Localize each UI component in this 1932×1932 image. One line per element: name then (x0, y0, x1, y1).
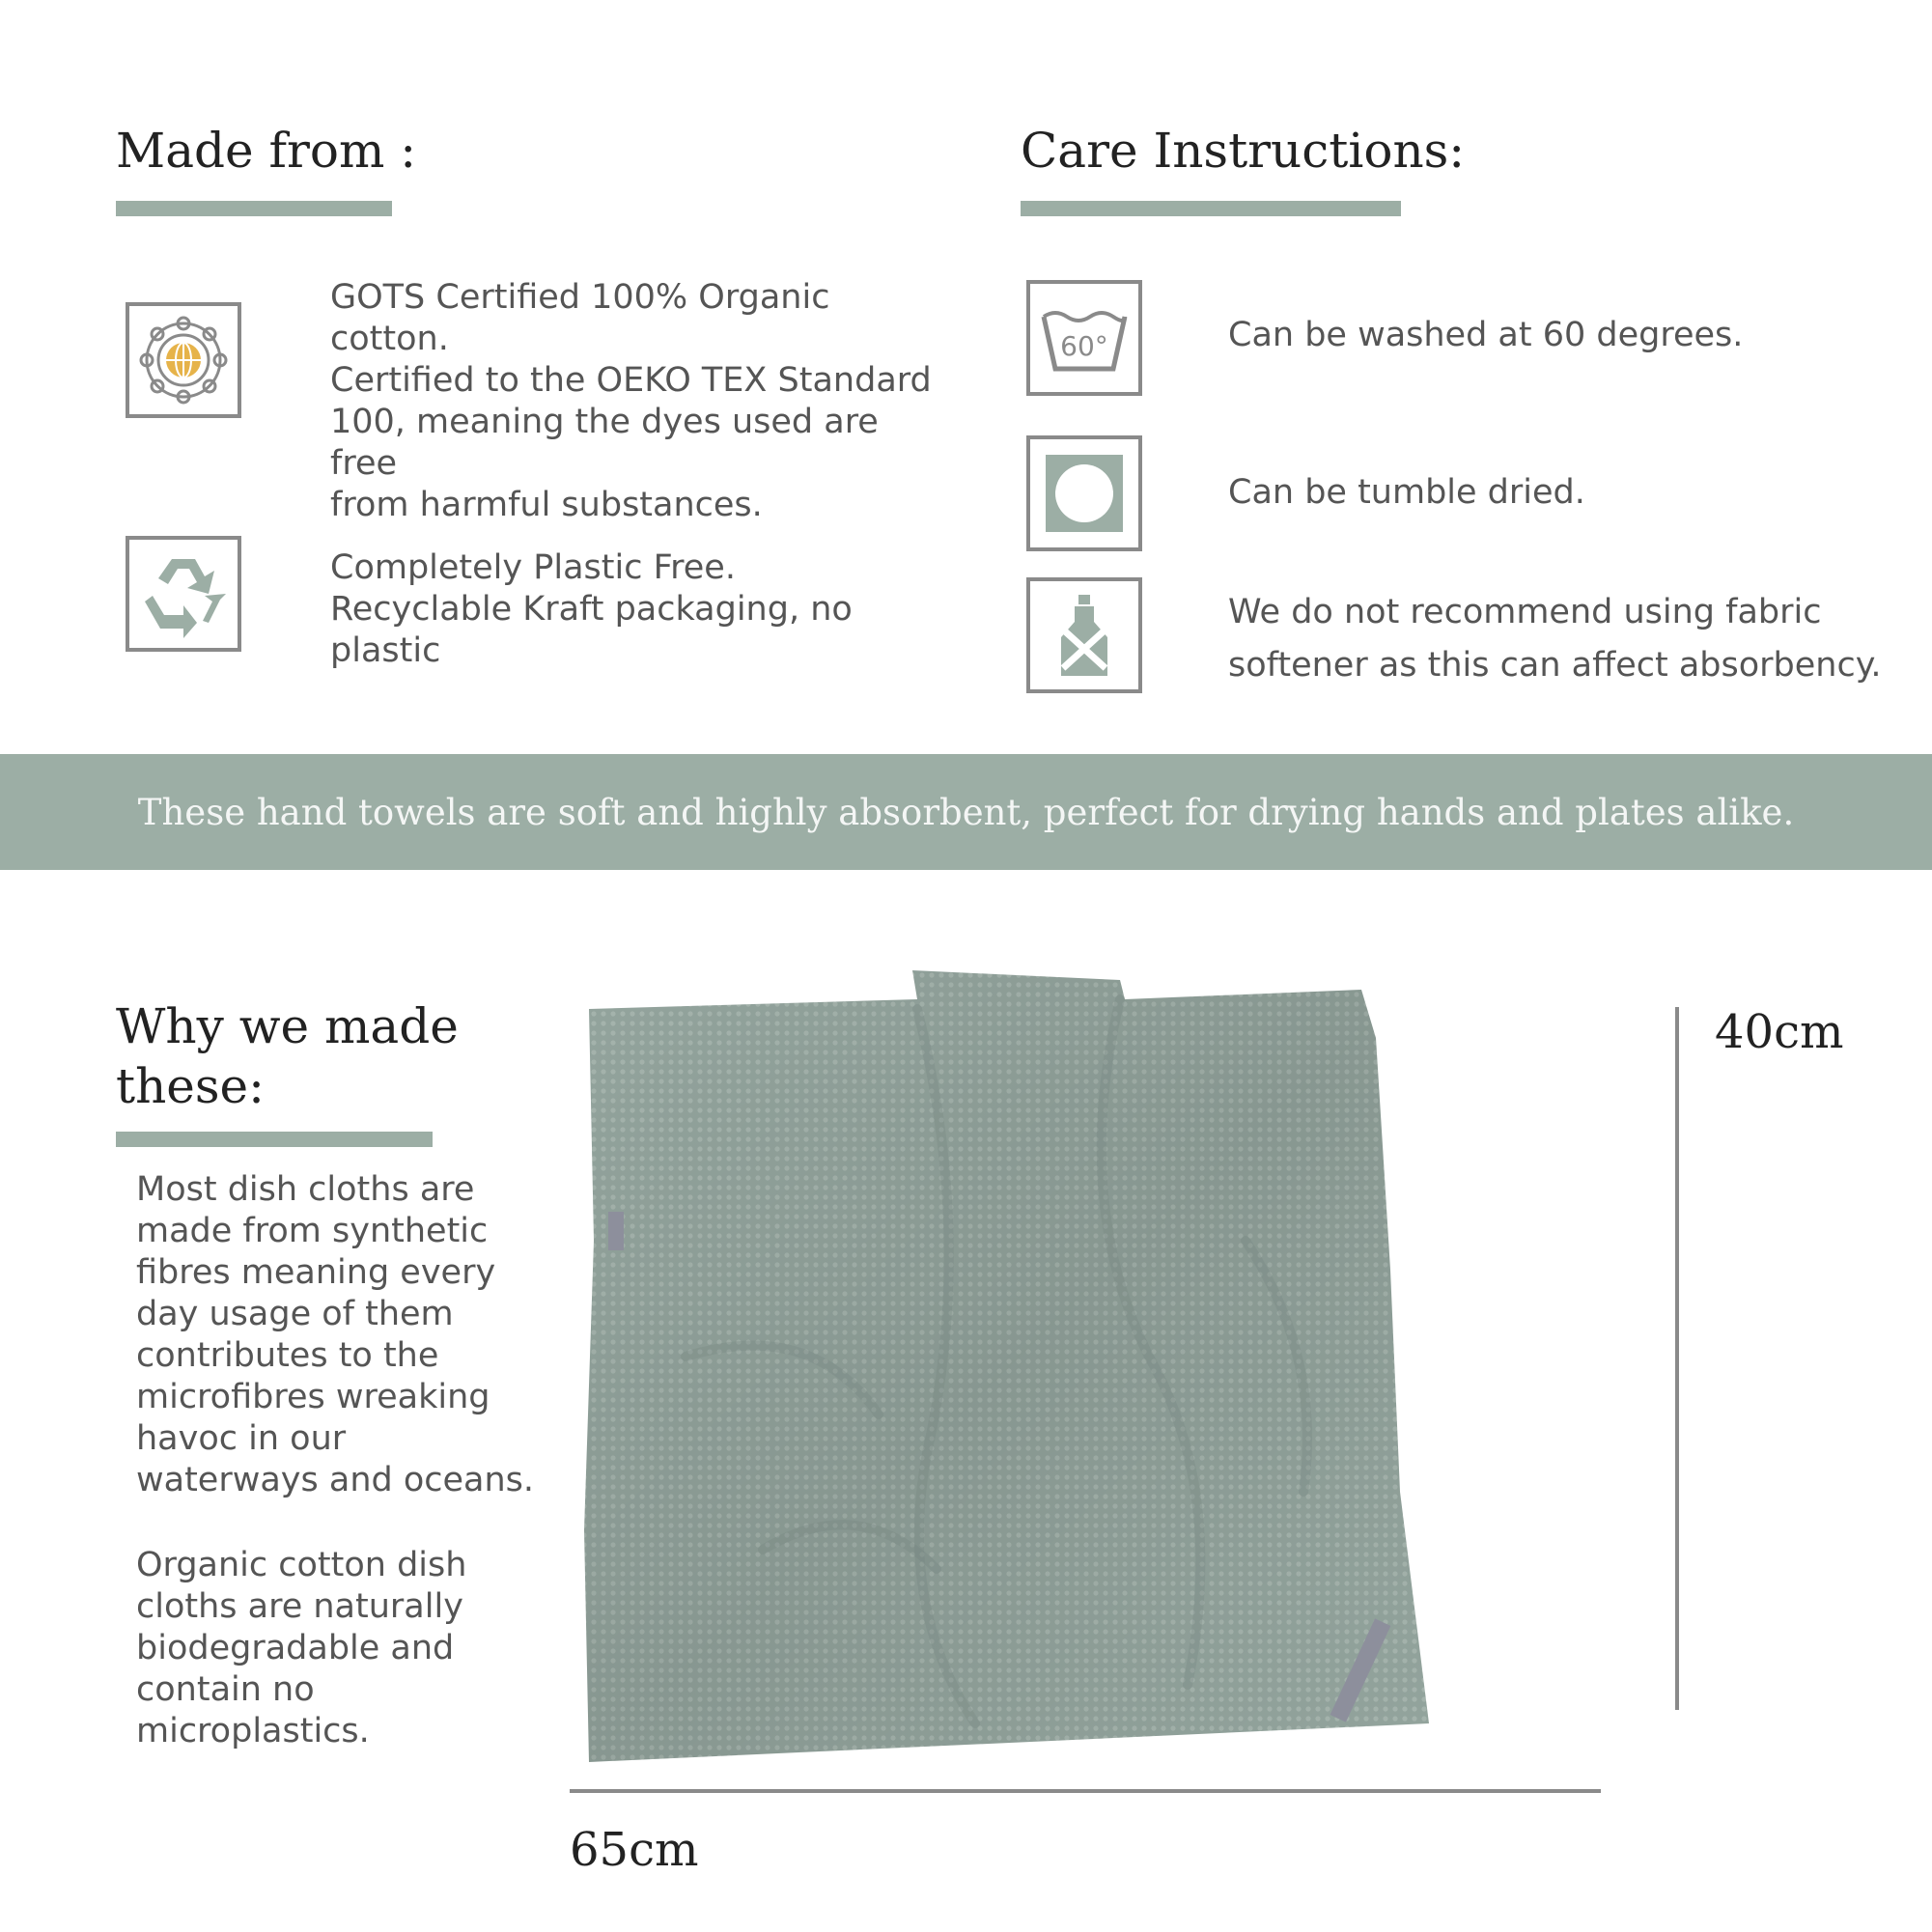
care-instructions-rule (1021, 201, 1401, 216)
text-line: biodegradable and (136, 1629, 455, 1667)
plastic-free-description (330, 547, 967, 672)
text-line: contributes to the (136, 1336, 439, 1375)
text-line: Can be tumble dried. (1228, 473, 1585, 512)
care-instructions-heading: Care Instructions: (1021, 123, 1466, 179)
made-from-rule (116, 201, 392, 216)
text-line: GOTS Certified 100% Organic cotton. (330, 278, 830, 358)
width-dimension-line (570, 1789, 1601, 1793)
wash-description (1228, 315, 1904, 356)
width-dimension-label: 65cm (570, 1823, 699, 1877)
recycle-icon (126, 536, 241, 652)
fabric-softener-description (1228, 586, 1923, 692)
text-line: contain no (136, 1670, 315, 1709)
text-line: Completely Plastic Free. (330, 548, 736, 587)
tumble-dry-icon (1026, 435, 1142, 551)
tumble-dry-description (1228, 472, 1904, 514)
text-line: Organic cotton dish (136, 1546, 467, 1584)
heading-line: Why we made (116, 998, 459, 1054)
no-fabric-softener-icon (1026, 577, 1142, 693)
why-paragraph-1 (136, 1169, 561, 1501)
text-line: Can be washed at 60 degrees. (1228, 316, 1744, 354)
text-line: microplastics. (136, 1712, 370, 1750)
text-line: havoc in our (136, 1419, 347, 1458)
made-from-heading: Made from : (116, 123, 417, 179)
text-line: waterways and oceans. (136, 1461, 535, 1499)
height-dimension-label: 40cm (1715, 1005, 1844, 1059)
why-paragraph-2 (136, 1545, 561, 1752)
gots-certified-icon (126, 302, 241, 418)
height-dimension-line (1675, 1007, 1679, 1710)
text-line: Recyclable Kraft packaging, no plastic (330, 590, 853, 670)
wash-60-icon (1026, 280, 1142, 396)
text-line: Most dish cloths are (136, 1170, 475, 1209)
wash-temp-label: 60° (1060, 330, 1108, 362)
gots-description (330, 277, 948, 526)
text-line: Certified to the OEKO TEX Standard (330, 361, 932, 400)
heading-line: these: (116, 1058, 265, 1114)
tagline-banner (0, 754, 1932, 870)
tagline-text: These hand towels are soft and highly absorbent, perfect for drying hands and plates alike. (137, 791, 1795, 833)
towel-label-left (608, 1212, 624, 1250)
text-line: fibres meaning every (136, 1253, 496, 1292)
text-line: day usage of them (136, 1295, 454, 1333)
text-line: cloths are naturally (136, 1587, 463, 1626)
text-line: 100, meaning the dyes used are free (330, 403, 879, 483)
text-line: from harmful substances. (330, 486, 763, 524)
text-line: microfibres wreaking (136, 1378, 490, 1416)
text-line: softener as this can affect absorbency. (1228, 646, 1882, 685)
why-rule (116, 1132, 433, 1147)
text-line: We do not recommend using fabric (1228, 593, 1822, 631)
towel-photo (570, 951, 1632, 1767)
why-heading (116, 996, 459, 1116)
text-line: made from synthetic (136, 1212, 489, 1250)
